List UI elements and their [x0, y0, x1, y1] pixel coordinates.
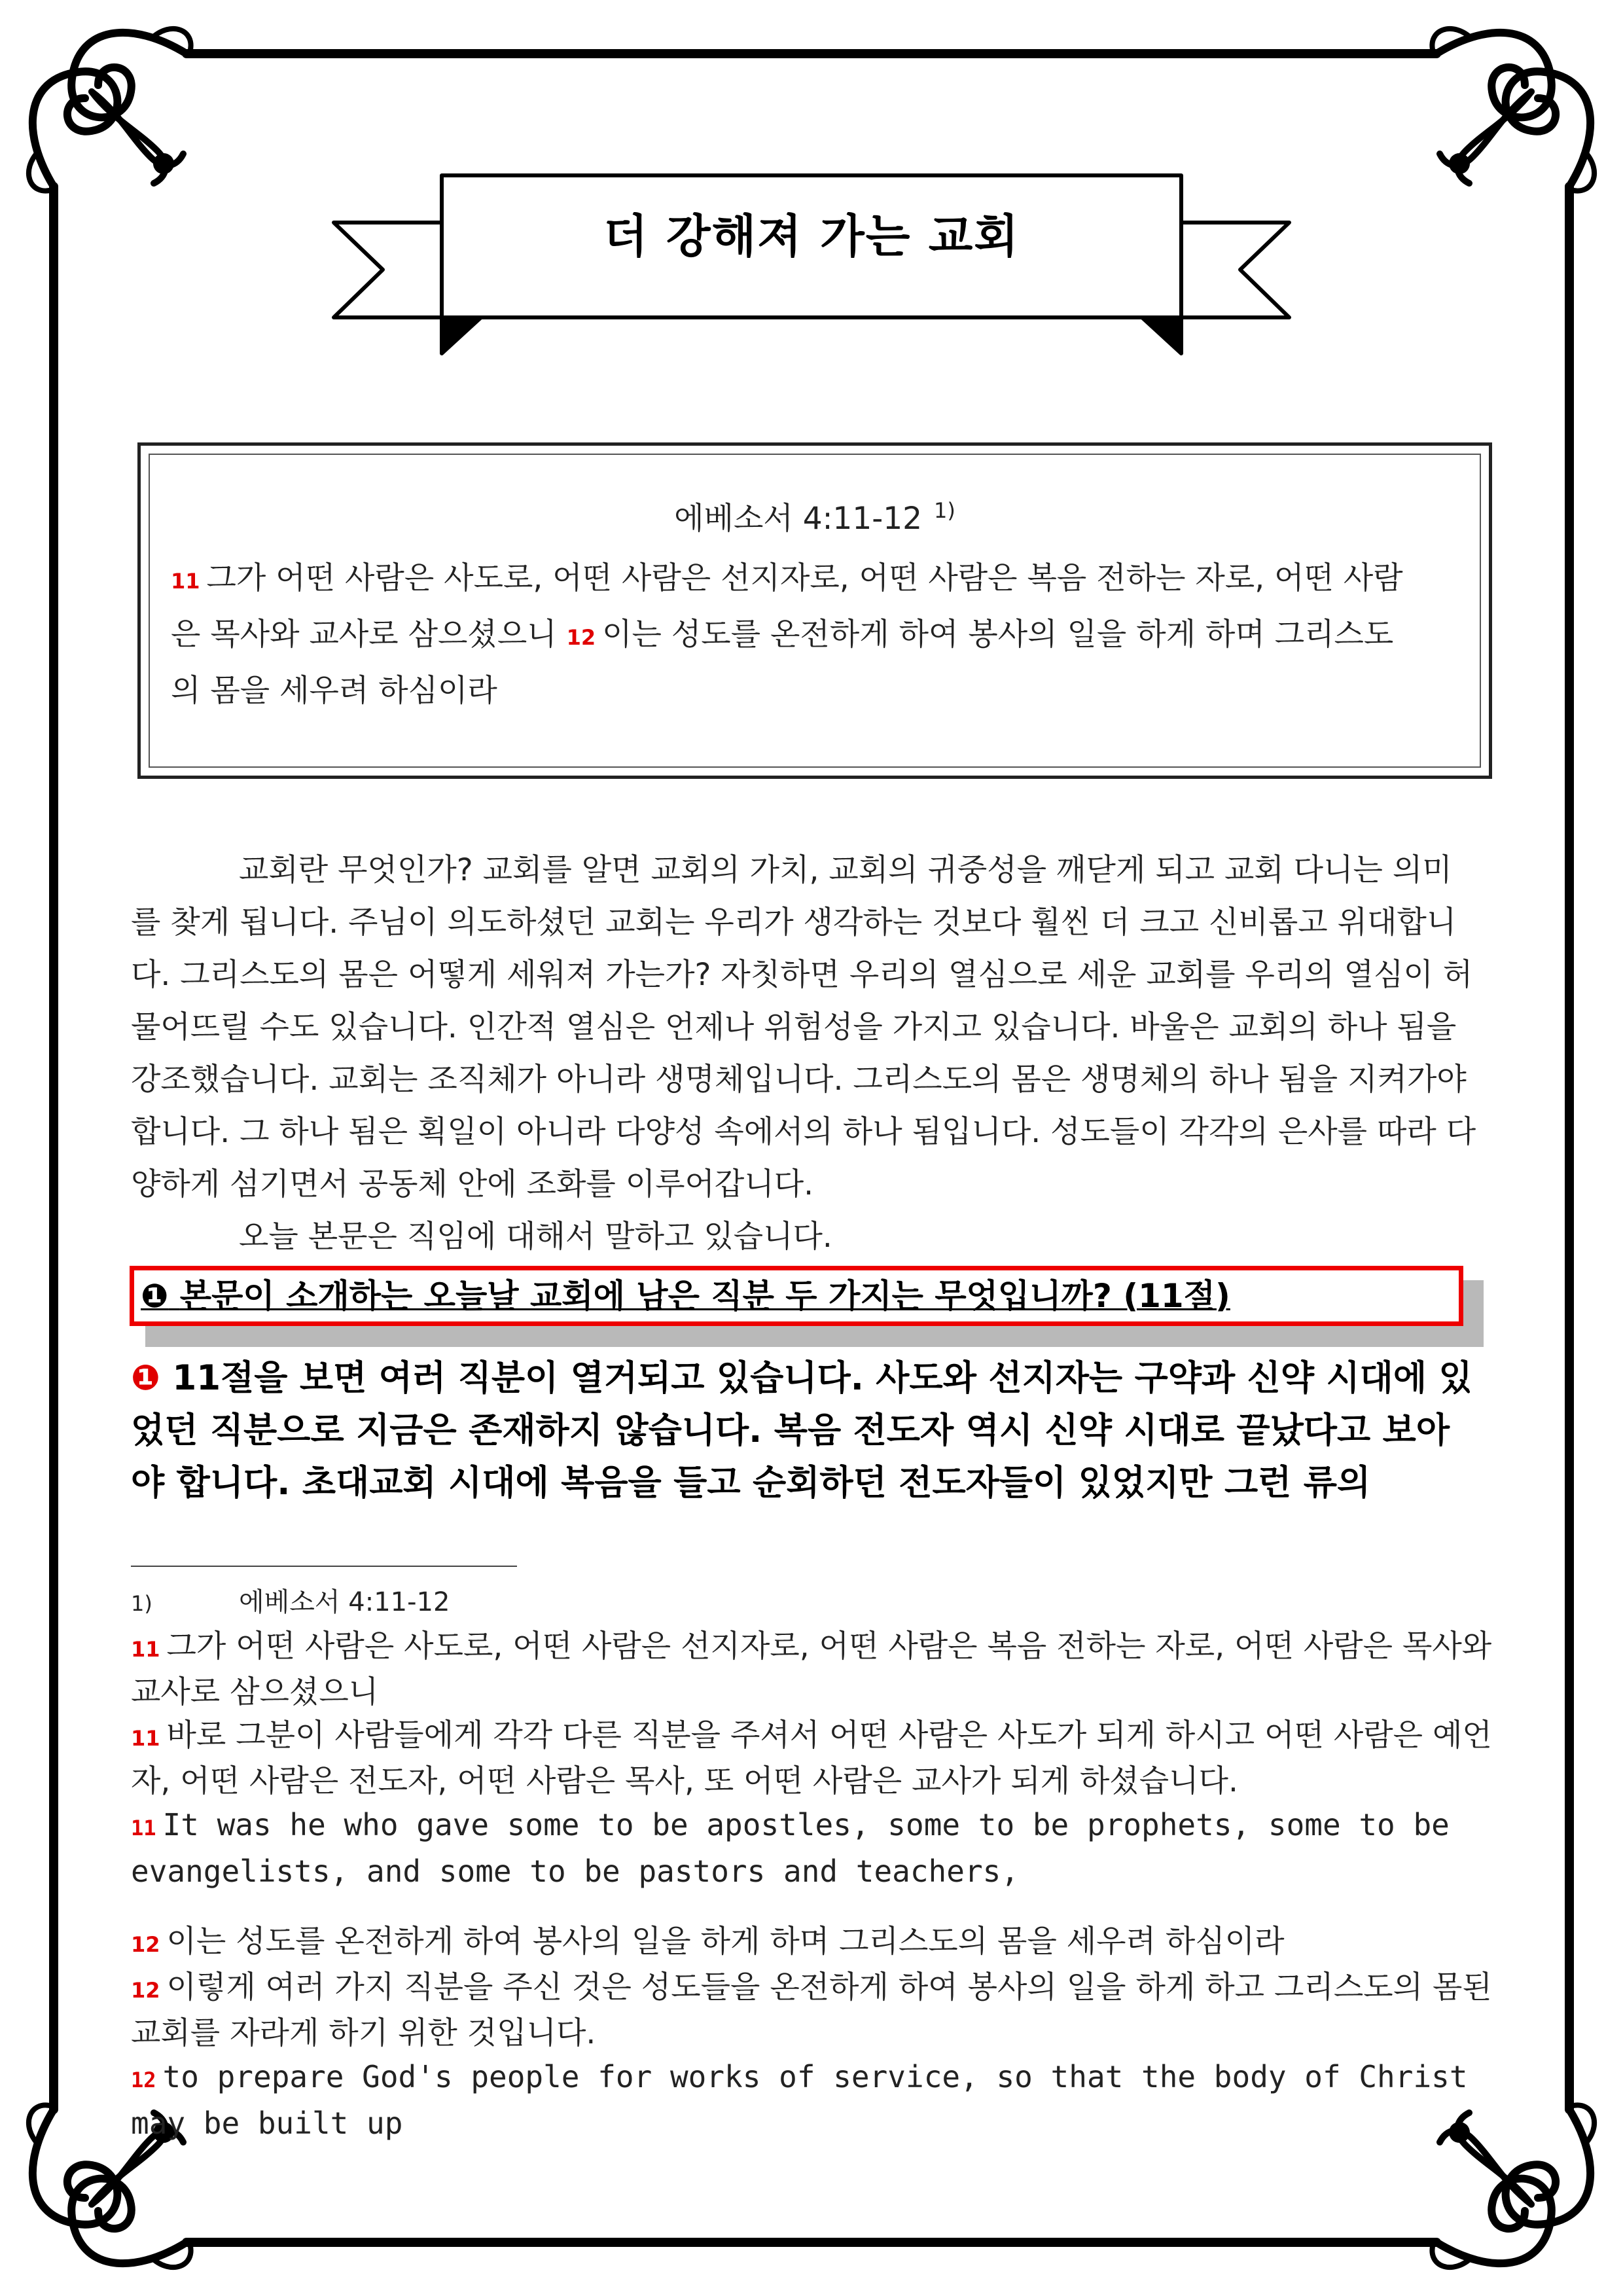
answer-marker: ❶ [131, 1358, 160, 1398]
scripture-reference [150, 494, 1480, 538]
verse-text: 바로 그분이 사람들에게 각각 다른 직분을 주셔서 어떤 사람은 사도가 되게 하시고 어떤 사람은 예언자, 어떤 사람은 전도자, 어떤 사람은 목사, 또 어떤 사람은 교사가 되게 하셨습니다. [131, 1717, 1492, 1799]
verse-number: 12 [131, 2068, 156, 2092]
verse-text: 그가 어떤 사람은 사도로, 어떤 사람은 선지자로, 어떤 사람은 복음 전하는 자로, 어떤 사람은 목사와 교사로 삼으셨으니 [171, 560, 1403, 653]
scripture-reference-text: 에베소서 4:11-12 [674, 501, 922, 537]
verse-text: 이는 성도를 온전하게 하여 봉사의 일을 하게 하며 그리스도의 몸을 세우려 하심이라 [166, 1924, 1285, 1960]
verse-text: 그가 어떤 사람은 사도로, 어떤 사람은 선지자로, 어떤 사람은 복음 전하는 자로, 어떤 사람은 목사와 교사로 삼으셨으니 [131, 1628, 1492, 1710]
footnote [131, 1581, 1492, 2145]
footnote-divider [131, 1566, 517, 1567]
footnote-verse [131, 1920, 1492, 1966]
verse-text: It was he who gave some to be apostles, some to be prophets, some to be evangelists, and some to be pastors and teachers, [131, 1807, 1450, 1889]
verse-number: 12 [566, 625, 596, 650]
footnote-gap [131, 1893, 1492, 1920]
verse-number: 12 [131, 1932, 160, 1957]
body-text [131, 844, 1479, 1263]
verse-number: 11 [131, 1726, 160, 1751]
body-paragraph: 오늘 본문은 직임에 대해서 말하고 있습니다. [239, 1219, 832, 1255]
verse-number: 12 [131, 1978, 160, 2003]
scripture-inner-frame [149, 454, 1481, 768]
footnote-verse-english [131, 2055, 1492, 2145]
corner-flourish-top-right [1432, 29, 1594, 191]
answer-body: 11절을 보면 여러 직분이 열거되고 있습니다. 사도와 선지자는 구약과 신약 시대에 있었던 직분으로 지금은 존재하지 않습니다. 복음 전도자 역시 신약 시대로 끝났다고 보아야 합니다. 초대교회 시대에 복음을 들고 순회하던 전도자들이 있었지만 그런 류의 [131, 1358, 1472, 1503]
question-marker: ❶ [141, 1277, 169, 1315]
verse-number: 11 [131, 1637, 160, 1662]
footnote-verse [131, 1966, 1492, 2055]
verse-text: 이렇게 여러 가지 직분을 주신 것은 성도들을 온전하게 하여 봉사의 일을 하게 하고 그리스도의 몸된 교회를 자라게 하기 위한 것입니다. [131, 1969, 1492, 2051]
scripture-box [137, 442, 1492, 779]
verse-text: to prepare God's people for works of service, so that the body of Christ may be built up [131, 2059, 1468, 2141]
verse-text: 이는 성도를 온전하게 하여 봉사의 일을 하게 하며 그리스도의 몸을 세우려 하심이라 [171, 617, 1394, 709]
corner-flourish-top-left [29, 29, 191, 191]
body-paragraph: 교회란 무엇인가? 교회를 알면 교회의 가치, 교회의 귀중성을 깨닫게 되고 교회 다니는 의미를 찾게 됩니다. 주님이 의도하셨던 교회는 우리가 생각하는 것보다 훨씬 더 크고 신비롭고 위대합니다. 그리스도의 몸은 어떻게 세워져 가는가? 자칫하면 우리의 열심으로 세운 교회를 우리의 열심이 허물어뜨릴 수도 있습니다. 인간적 열심은 언제나 위험성을 가지고 있습니다. 바울은 교회의 하나 됨을 강조했습니다. 교회는 조직체가 아니라 생명체입니다. 그리스도의 몸은 생명체의 하나 됨을 지켜가야 합니다. 그 하나 됨은 획일이 아니라 다양성 속에서의 하나 됨입니다. 성도들이 각각의 은사를 따라 다양하게 섬기면서 공동체 안에 조화를 이루어갑니다. [131, 852, 1476, 1202]
footnote-header [131, 1581, 1492, 1625]
page-title: 더 강해져 가는 교회 [603, 209, 1020, 263]
footnote-reference: 에베소서 4:11-12 [239, 1587, 450, 1617]
question-text: 본문이 소개하는 오늘날 교회에 남은 직분 두 가지는 무엇입니까? (11절) [179, 1277, 1230, 1315]
verse-number: 11 [171, 569, 200, 594]
footnote-verse [131, 1714, 1492, 1803]
scripture-text [171, 552, 1414, 718]
question-box [130, 1266, 1463, 1326]
footnote-verse [131, 1625, 1492, 1714]
verse-number: 11 [131, 1816, 156, 1840]
answer-text [131, 1352, 1479, 1509]
footnote-mark: 1) [934, 498, 955, 524]
footnote-number: 1) [131, 1591, 152, 1616]
footnote-verse-english [131, 1803, 1492, 1893]
